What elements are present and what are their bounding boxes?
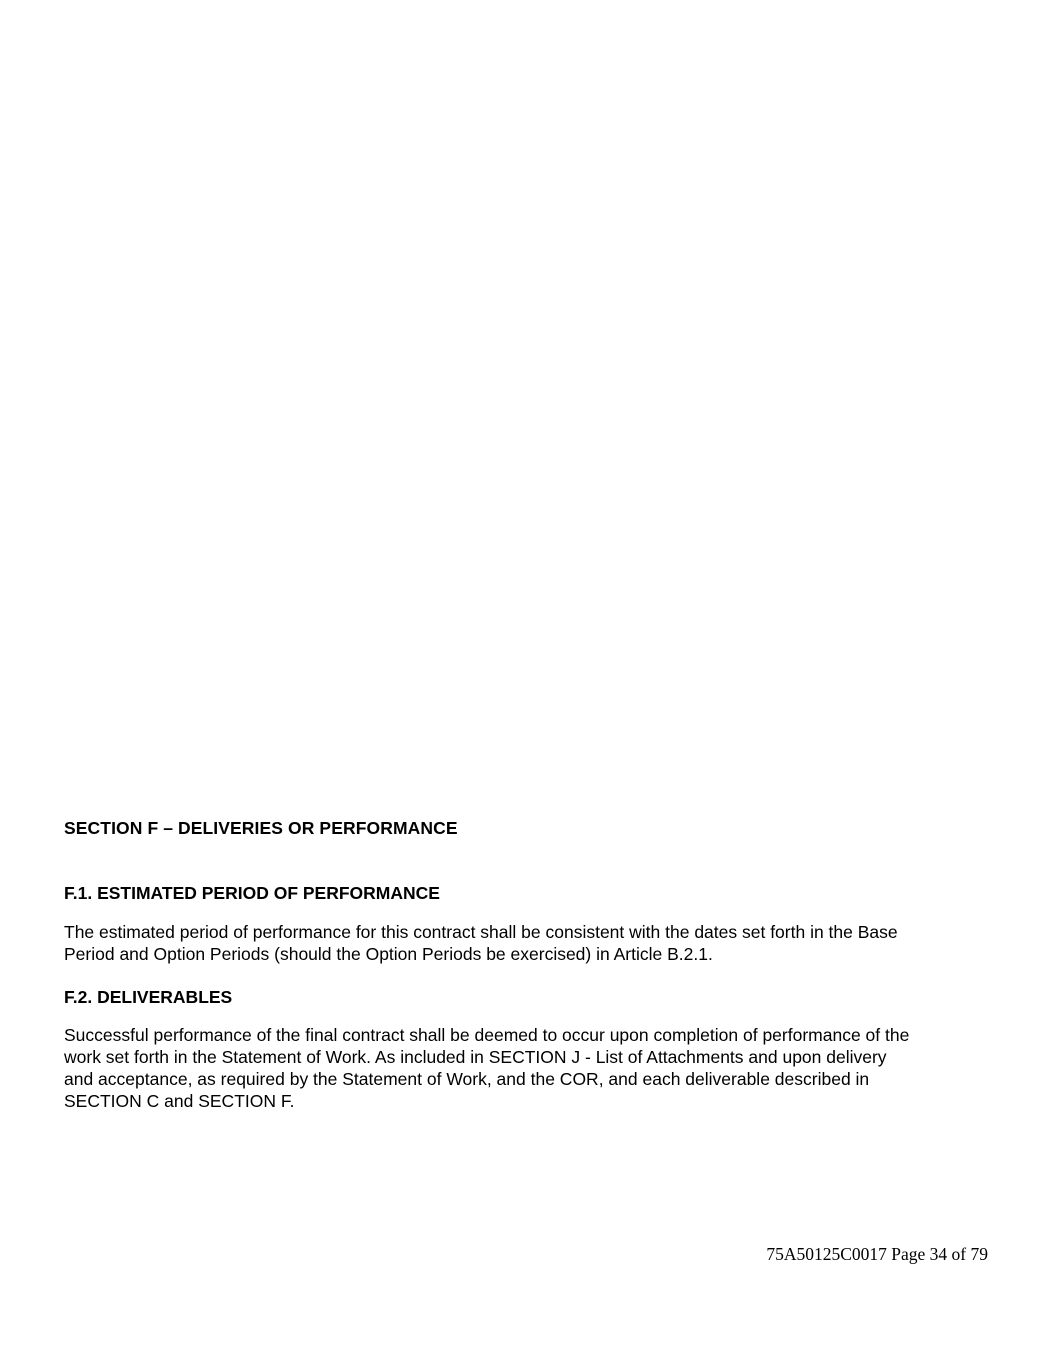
subsection-paragraph-f2 <box>64 1024 994 1112</box>
page-footer: 75A50125C0017 Page 34 of 79 <box>766 1244 988 1264</box>
paragraph-line: Successful performance of the final contract shall be deemed to occur upon completion of performance of the <box>64 1025 910 1045</box>
subsection-paragraph-f1 <box>64 921 994 965</box>
paragraph-line: and acceptance, as required by the Statement of Work, and the COR, and each deliverable described in <box>64 1069 870 1089</box>
paragraph-line: The estimated period of performance for this contract shall be consistent with the dates set forth in the Base <box>64 922 898 942</box>
subsection-heading-f2: F.2. DELIVERABLES <box>64 987 233 1007</box>
section-title: SECTION F – DELIVERIES OR PERFORMANCE <box>64 818 458 838</box>
paragraph-line: Period and Option Periods (should the Option Periods be exercised) in Article B.2.1. <box>64 944 713 964</box>
paragraph-line: SECTION C and SECTION F. <box>64 1091 295 1111</box>
paragraph-line: work set forth in the Statement of Work. As included in SECTION J - List of Attachments and upon delivery <box>64 1047 887 1067</box>
subsection-heading-f1: F.1. ESTIMATED PERIOD OF PERFORMANCE <box>64 883 440 903</box>
